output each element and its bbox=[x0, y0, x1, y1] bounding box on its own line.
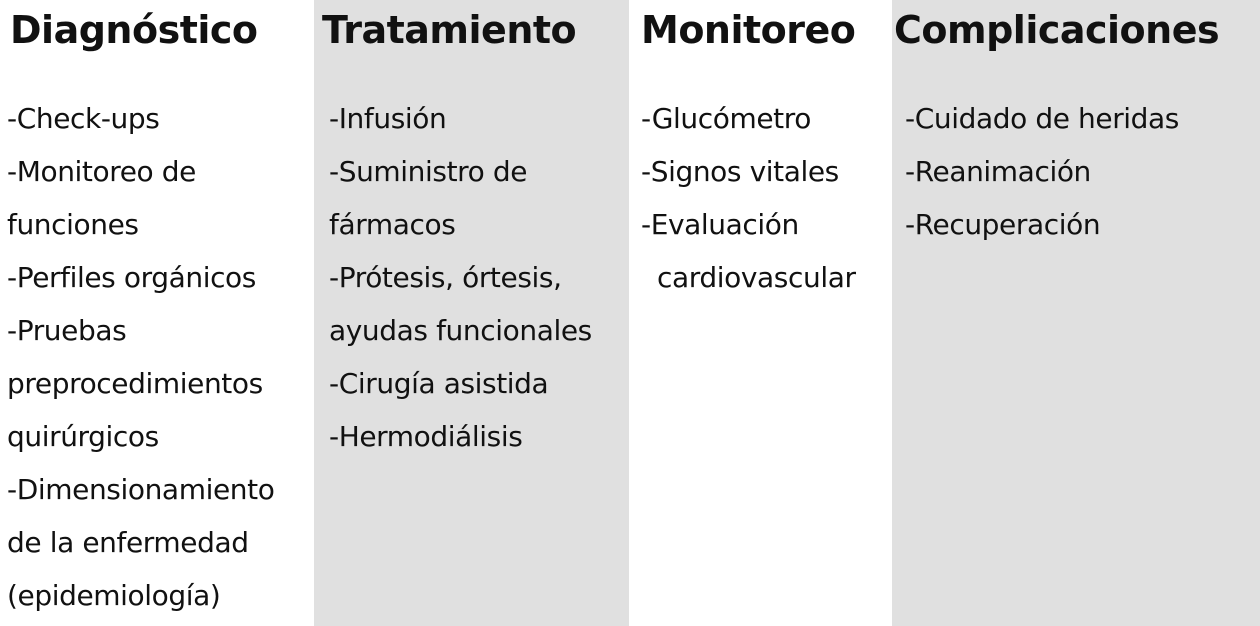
column-heading-diagnostico: Diagnóstico bbox=[10, 8, 258, 52]
column-heading-complicaciones: Complicaciones bbox=[894, 8, 1220, 52]
list-item: -Suministro de fármacos bbox=[329, 155, 528, 241]
list-item: -Dimensionamiento de la enfermedad (epidemiología) bbox=[7, 473, 275, 612]
list-item: -Pruebas preprocedimientos quirúrgicos bbox=[7, 314, 263, 453]
column-heading-tratamiento: Tratamiento bbox=[322, 8, 577, 52]
column-diagnostico bbox=[0, 0, 314, 626]
item-list-monitoreo bbox=[641, 92, 891, 304]
list-item: -Check-ups bbox=[7, 102, 160, 135]
item-list-tratamiento bbox=[329, 92, 629, 463]
column-complicaciones bbox=[892, 0, 1260, 626]
column-monitoreo bbox=[629, 0, 892, 626]
list-item: -Perfiles orgánicos bbox=[7, 261, 256, 294]
list-item: -Signos vitales bbox=[641, 155, 839, 188]
column-tratamiento bbox=[314, 0, 629, 626]
list-item: -Cirugía asistida bbox=[329, 367, 549, 400]
list-item: -Prótesis, órtesis, ayudas funcionales bbox=[329, 261, 592, 347]
list-item: -Recuperación bbox=[905, 208, 1101, 241]
column-heading-monitoreo: Monitoreo bbox=[641, 8, 856, 52]
list-item: -Infusión bbox=[329, 102, 447, 135]
list-item: -Monitoreo de funciones bbox=[7, 155, 196, 241]
list-item: -Cuidado de heridas bbox=[905, 102, 1179, 135]
list-item: -Glucómetro bbox=[641, 102, 811, 135]
list-item: -Hermodiálisis bbox=[329, 420, 523, 453]
list-item: -Evaluación cardiovascular bbox=[641, 208, 856, 294]
item-list-complicaciones bbox=[905, 92, 1245, 251]
list-item: -Reanimación bbox=[905, 155, 1091, 188]
item-list-diagnostico bbox=[7, 92, 312, 622]
